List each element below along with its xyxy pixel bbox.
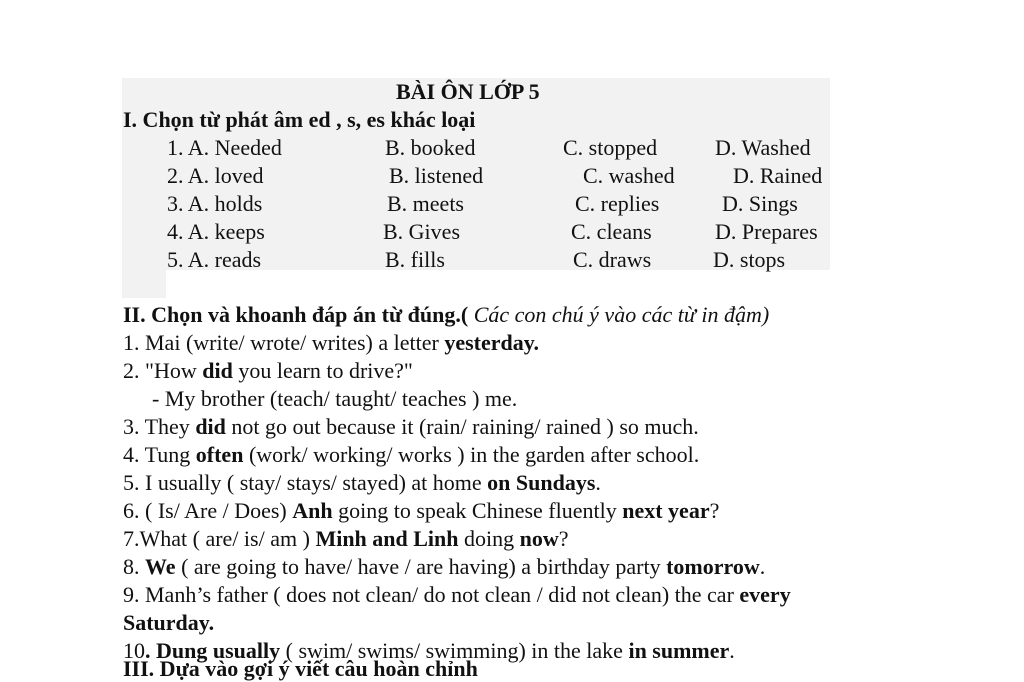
question-4: 4. Tung often (work/ working/ works ) in the garden after school.: [123, 442, 700, 467]
question-6: 6. ( Is/ Are / Does) Anh going to speak Chinese fluently next year?: [123, 498, 720, 523]
option-a: 2. A. loved: [167, 163, 264, 188]
option-b: B. Gives: [383, 219, 460, 244]
question-2: 2. "How did you learn to drive?": [123, 358, 413, 383]
option-d: D. Washed: [715, 135, 811, 160]
question-row-2: [0, 163, 1024, 191]
section2-heading-text: II. Chọn và khoanh đáp án từ đúng.(: [123, 302, 469, 327]
question-row-4: [0, 219, 1024, 247]
page-title: BÀI ÔN LỚP 5: [396, 79, 540, 104]
question-9: 9. Manh’s father ( does not clean/ do not clean / did not clean) the car every: [123, 582, 791, 607]
question-row-5: [0, 247, 1024, 275]
option-a: 3. A. holds: [167, 191, 263, 216]
question-row-1: [0, 135, 1024, 163]
question-7: 7.What ( are/ is/ am ) Minh and Linh doing now?: [123, 526, 569, 551]
option-d: D. stops: [713, 247, 786, 272]
option-d: D. Prepares: [715, 219, 818, 244]
option-c: C. washed: [583, 163, 675, 188]
section3-heading-partial: III. Dựa vào gợi ý viết câu hoàn chỉnh: [123, 656, 478, 681]
option-b: B. listened: [389, 163, 484, 188]
question-8: 8. We ( are going to have/ have / are having) a birthday party tomorrow.: [123, 554, 766, 579]
option-c: C. cleans: [571, 219, 652, 244]
option-d: D. Rained: [733, 163, 823, 188]
option-b: B. fills: [385, 247, 445, 272]
question-10: 10. Dung usually ( swim/ swims/ swimming) in the lake in summer.: [123, 638, 735, 663]
option-b: B. booked: [385, 135, 476, 160]
section1-heading: I. Chọn từ phát âm ed , s, es khác loại: [123, 107, 476, 132]
question-9-continued: Saturday.: [123, 610, 215, 635]
question-2-answer: - My brother (teach/ taught/ teaches ) me.: [152, 386, 518, 411]
question-1: 1. Mai (write/ wrote/ writes) a letter yesterday.: [123, 330, 540, 355]
question-3: 3. They did not go out because it (rain/ raining/ rained ) so much.: [123, 414, 699, 439]
question-5: 5. I usually ( stay/ stays/ stayed) at home on Sundays.: [123, 470, 601, 495]
option-a: 1. A. Needed: [167, 135, 282, 160]
option-a: 4. A. keeps: [167, 219, 265, 244]
option-b: B. meets: [387, 191, 464, 216]
option-d: D. Sings: [722, 191, 798, 216]
option-a: 5. A. reads: [167, 247, 262, 272]
option-c: C. replies: [575, 191, 660, 216]
section2-heading-note: Các con chú ý vào các từ in đậm): [468, 302, 770, 327]
option-c: C. draws: [573, 247, 652, 272]
section2-heading: [123, 302, 769, 328]
option-c: C. stopped: [563, 135, 658, 160]
question-row-3: [0, 191, 1024, 219]
